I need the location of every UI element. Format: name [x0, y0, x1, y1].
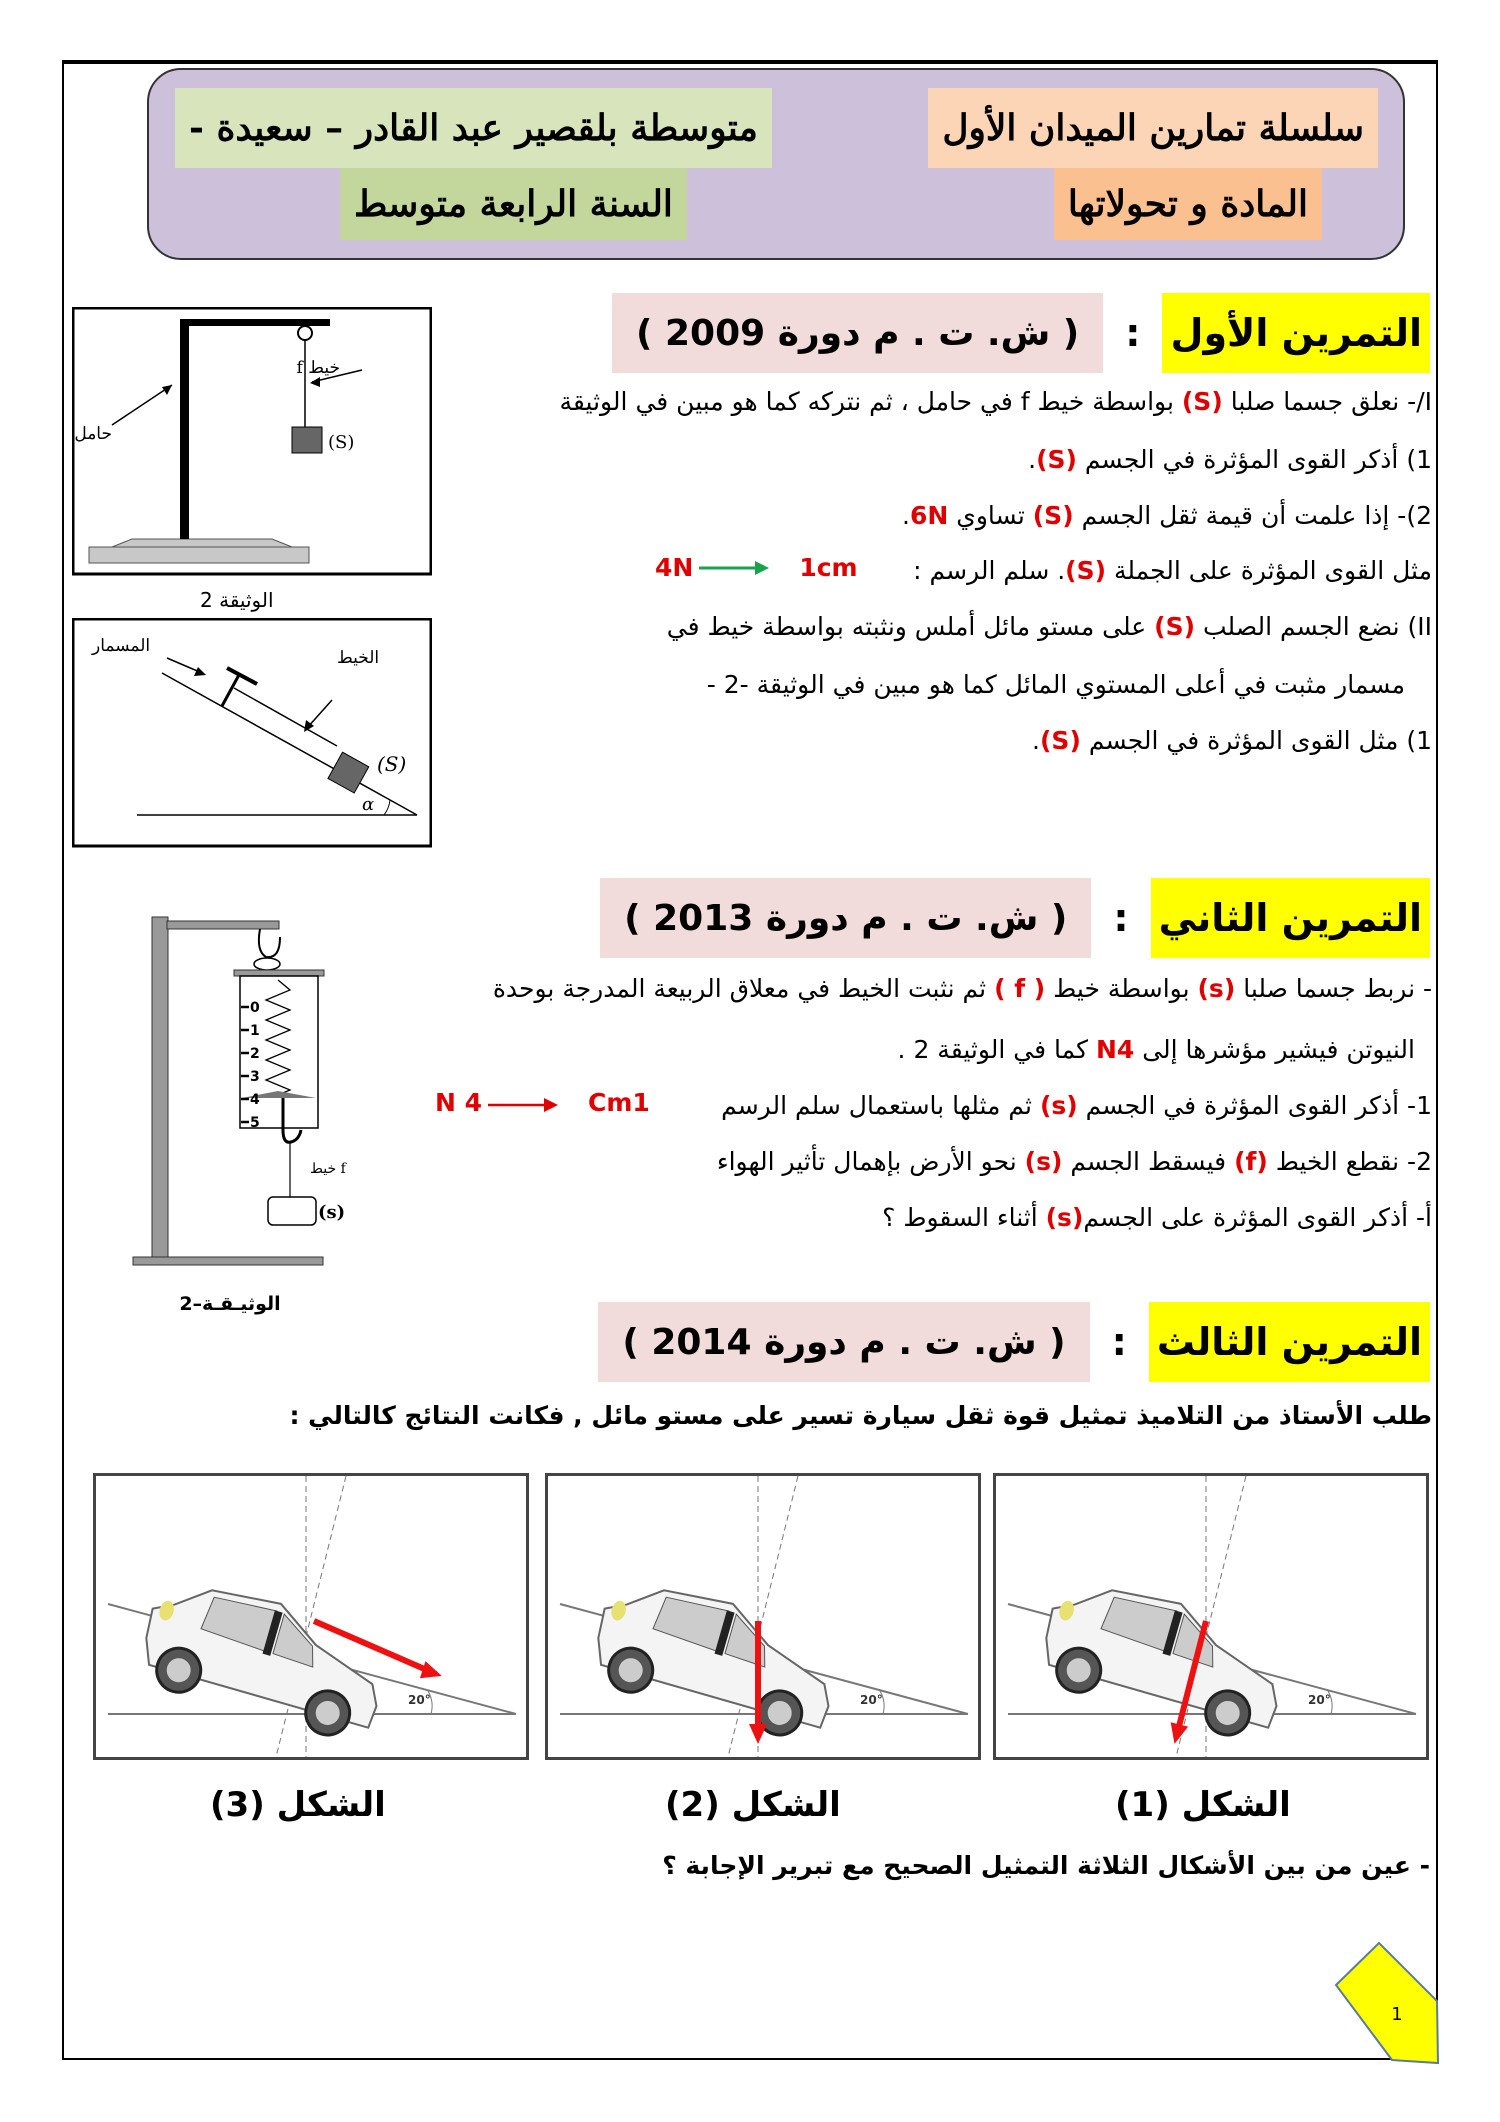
ex2-label: التمرين الثاني [1151, 878, 1430, 958]
line-text: على مستو مائل أملس ونثبته بواسطة خيط في [666, 612, 1155, 641]
ex1-line [913, 553, 1432, 589]
page-number: 1 [1391, 2004, 1403, 2025]
scale-tick-label: 0 [250, 1000, 260, 1016]
scale-force: 4N [655, 553, 694, 582]
line-text: مسمار مثبت في أعلى المستوي المائل كما هو مبين في الوثيقة -2 - [706, 670, 1405, 699]
ex3-intro: طلب الأستاذ من التلاميذ تمثيل قوة ثقل سيارة تسير على مستو مائل , فكانت النتائج كالتالي : [289, 1401, 1432, 1430]
line-text: كما في الوثيقة 2 . [897, 1035, 1096, 1064]
line-text: مثل القوى المؤثرة على الجملة [1106, 556, 1432, 585]
thread-label: الخيط [337, 648, 380, 668]
scale-tick-label: 5 [250, 1115, 260, 1131]
ex2-colon: : [1113, 896, 1129, 940]
thread-label: خيط f [296, 358, 340, 378]
line-text: 1) مثل القوى المؤثرة في الجسم [1080, 726, 1432, 755]
highlighted-term: (S) [1032, 501, 1074, 530]
line-text: أثناء السقوط ؟ [882, 1203, 1046, 1232]
highlighted-term: (S) [1036, 445, 1077, 474]
highlighted-term: (s) [1024, 1147, 1063, 1176]
car-figure-panel [993, 1473, 1429, 1760]
car-on-incline-illustration [548, 1476, 978, 1757]
line-text: 1- أذكر القوى المؤثرة في الجسم [1077, 1091, 1432, 1120]
angle-label: 20° [408, 1693, 431, 1707]
highlighted-term: N4 [1095, 1035, 1135, 1064]
ex2-title [600, 878, 1430, 958]
ex1-title [612, 293, 1430, 373]
highlighted-term: (S) [1181, 387, 1223, 416]
hanging-body-diagram [72, 307, 432, 577]
support-label: حامل [74, 424, 112, 444]
car-figure-panel [545, 1473, 981, 1760]
body-label: (S) [377, 752, 407, 776]
car-on-incline-illustration [996, 1476, 1426, 1757]
figure-caption: الشكل (2) [665, 1785, 841, 1825]
line-text: II) نضع الجسم الصلب [1195, 612, 1432, 641]
red-arrow-icon [488, 1093, 558, 1113]
ex1-line [667, 609, 1432, 645]
ex2-line [882, 1200, 1432, 1236]
ex1-line [902, 498, 1432, 534]
ex1-colon: : [1125, 311, 1141, 355]
ex1-line [707, 667, 1405, 703]
line-text: - نربط جسما صلبا [1235, 974, 1432, 1003]
fig-caption: الوثيقة 2 [200, 588, 274, 612]
highlighted-term: (s) [1197, 974, 1236, 1003]
highlighted-term: (s) [1039, 1091, 1078, 1120]
line-text: . [902, 501, 910, 530]
car-figure-panel [93, 1473, 529, 1760]
scale-tick-label: 3 [250, 1069, 260, 1085]
line-text: النيوتن فيشير مؤشرها إلى [1134, 1035, 1415, 1064]
angle-label: α [362, 794, 375, 815]
fig-caption: الوثيـقـة–2 [179, 1293, 281, 1315]
level-label: السنة الرابعة متوسط [340, 168, 687, 240]
scale-length: Cm1 [588, 1088, 650, 1117]
ex1-drawing-scale [655, 553, 858, 582]
line-text: 2- نقطع الخيط [1267, 1147, 1432, 1176]
line-text: فيسقط الجسم [1062, 1147, 1235, 1176]
ex3-label: التمرين الثالث [1149, 1302, 1430, 1382]
line-text: ثم نثبت الخيط في معلاق الربيعة المدرجة بوحدة [492, 974, 995, 1003]
ex2-line [898, 1032, 1415, 1068]
page-number-tag [1317, 1940, 1447, 2070]
body-label: (S) [328, 432, 355, 453]
line-text: بواسطة خيط f في حامل ، ثم نتركه كما هو مبين في الوثيقة [559, 387, 1182, 416]
ex1-line [1028, 442, 1432, 478]
line-text: نحو الأرض بإهمال تأثير الهواء [716, 1147, 1025, 1176]
series-title: سلسلة تمارين الميدان الأول [928, 88, 1378, 168]
figure-caption: الشكل (3) [210, 1785, 386, 1825]
ex3-colon: : [1111, 1320, 1127, 1364]
thread-label: خيط f [310, 1161, 346, 1177]
line-text: ثم مثلها باستعمال سلم الرسم [721, 1091, 1040, 1120]
line-text: أ- أذكر القوى المؤثرة على الجسم [1083, 1203, 1432, 1232]
green-arrow-icon [699, 558, 769, 578]
line-text: . سلم الرسم : [913, 556, 1066, 585]
ex3-title [598, 1302, 1430, 1382]
car-on-incline-illustration [96, 1476, 526, 1757]
highlighted-term: ( f ) [994, 974, 1046, 1003]
ex2-line [717, 1144, 1432, 1180]
nail-label: المسمار [92, 636, 151, 656]
ex1-source: ( ش. ت . م دورة 2009 ) [612, 293, 1103, 373]
highlighted-term: (S) [1039, 726, 1081, 755]
line-text: 2)- إذا علمت أن قيمة ثقل الجسم [1073, 501, 1432, 530]
line-text: . [1032, 726, 1040, 755]
ex2-line [721, 1088, 1432, 1124]
line-text: I/- نعلق جسما صلبا [1222, 387, 1432, 416]
line-text: تساوي [948, 501, 1033, 530]
highlighted-term: (s) [1045, 1203, 1084, 1232]
highlighted-term: 6N [909, 501, 949, 530]
highlighted-term: (S) [1154, 612, 1196, 641]
ex2-source: ( ش. ت . م دورة 2013 ) [600, 878, 1091, 958]
topic-title: المادة و تحولاتها [1054, 168, 1322, 240]
spring-scale-diagram [100, 905, 360, 1325]
angle-label: 20° [1308, 1693, 1331, 1707]
inclined-plane-diagram [72, 618, 432, 848]
ex2-line [493, 971, 1432, 1007]
ex1-label: التمرين الأول [1162, 293, 1430, 373]
ex3-question: - عين من بين الأشكال الثلاثة التمثيل الصحيح مع تبرير الإجابة ؟ [662, 1851, 1430, 1880]
highlighted-term: (S) [1065, 556, 1107, 585]
scale-length: 1cm [799, 553, 858, 582]
ex1-line [1032, 723, 1432, 759]
scale-tick-label: 2 [250, 1046, 260, 1062]
line-text: بواسطة خيط [1045, 974, 1198, 1003]
ex3-source: ( ش. ت . م دورة 2014 ) [598, 1302, 1089, 1382]
highlighted-term: (f) [1234, 1147, 1268, 1176]
school-name: متوسطة بلقصير عبد القادر – سعيدة - [175, 88, 772, 168]
ex1-line [559, 384, 1432, 420]
line-text: 1) أذكر القوى المؤثرة في الجسم [1076, 445, 1432, 474]
scale-force: N 4 [435, 1088, 483, 1117]
scale-tick-label: 4 [250, 1092, 260, 1108]
angle-label: 20° [860, 1693, 883, 1707]
ex2-drawing-scale [435, 1088, 650, 1117]
scale-tick-label: 1 [250, 1023, 260, 1039]
figure-caption: الشكل (1) [1115, 1785, 1291, 1825]
body-label: (s) [318, 1202, 346, 1223]
line-text: . [1028, 445, 1037, 474]
